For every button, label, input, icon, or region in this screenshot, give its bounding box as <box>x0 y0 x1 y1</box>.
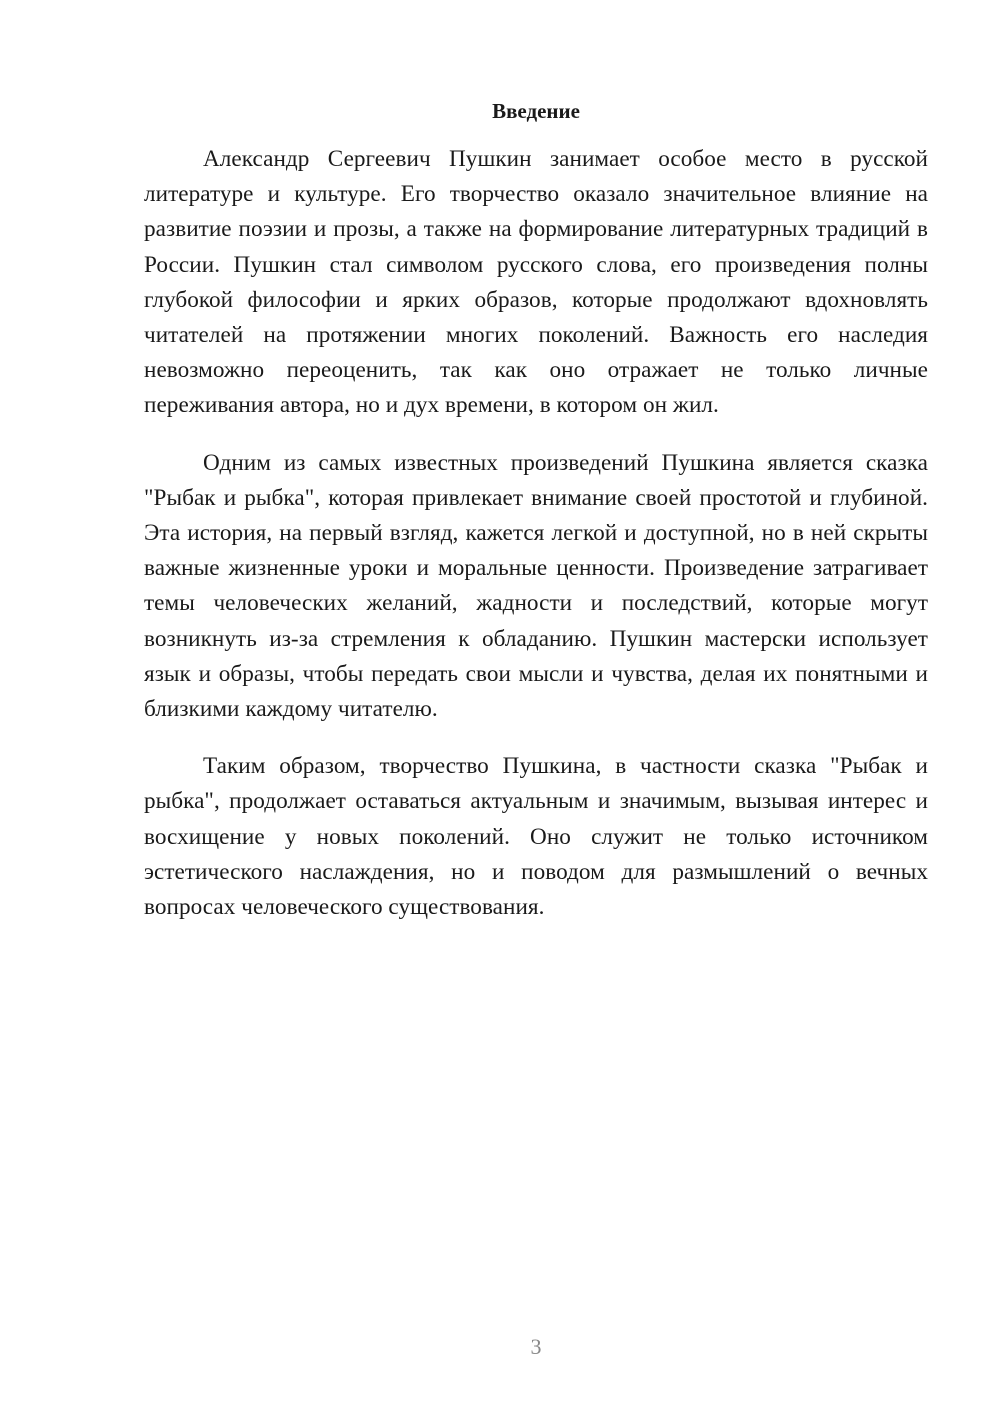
paragraph-3: Таким образом, творчество Пушкина, в частности сказка "Рыбак и рыбка", продолжает оставаться актуальным и значимым, вызывая интерес и восхищение у новых поколений. Оно служит не только источником эстетического наслаждения, но и поводом для размышлений о вечных вопросах человеческого существования. <box>144 753 928 921</box>
section-heading: Введение <box>492 99 580 123</box>
paragraph-2: Одним из самых известных произведений Пушкина является сказка "Рыбак и рыбка", которая привлекает внимание своей простотой и глубиной. Эта история, на первый взгляд, кажется легкой и доступной, но в ней скрыты важные жизненные уроки и моральные ценности. Произведение затрагивает темы человеческих желаний, жадности и последствий, которые могут возникнуть из-за стремления к обладанию. Пушкин мастерски использует язык и образы, чтобы передать свои мысли и чувства, делая их понятными и близкими каждому читателю. <box>144 449 928 723</box>
page-number: 3 <box>530 1334 542 1359</box>
body-text <box>144 142 928 925</box>
paragraph-1: Александр Сергеевич Пушкин занимает особое место в русской литературе и культуре. Его творчество оказало значительное влияние на развитие поэзии и прозы, а также на формирование литературных традиций в России. Пушкин стал символом русского слова, его произведения полны глубокой философии и ярких образов, которые продолжают вдохновлять читателей на протяжении многих поколений. Важность его наследия невозможно переоценить, так как оно отражает не только личные переживания автора, но и дух времени, в котором он жил. <box>144 146 928 419</box>
